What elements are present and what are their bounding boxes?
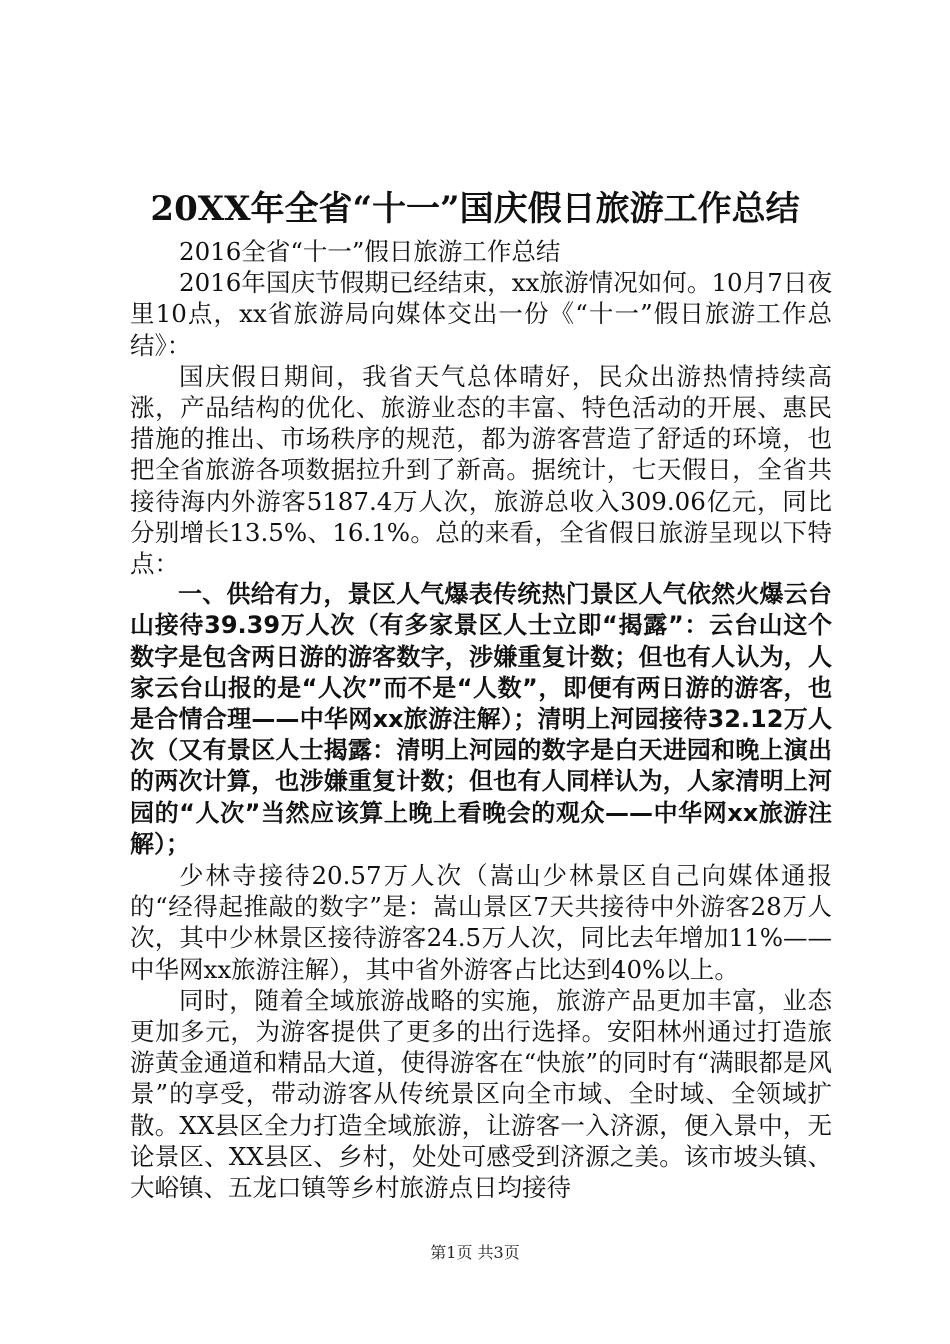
body-paragraph: 同时，随着全域旅游战略的实施，旅游产品更加丰富，业态更加多元，为游客提供了更多的出行选择。安阳林州通过打造旅游黄金通道和精品大道，使得游客在“快旅”的同时有“满眼都是风景”的享受，带动游客从传统景区向全市域、全时域、全领域扩散。XX县区全力打造全域旅游，让游客一入济源，便入景中，无论景区、XX县区、乡村，处处可感受到济源之美。该市坡头镇、大峪镇、五龙口镇等乡村旅游点日均接待 — [130, 985, 832, 1203]
body-paragraph: 2016全省“十一”假日旅游工作总结 — [179, 237, 561, 266]
body-paragraph: 国庆假日期间，我省天气总体晴好，民众出游热情持续高涨，产品结构的优化、旅游业态的丰富、特色活动的开展、惠民措施的推出、市场秩序的规范，都为游客营造了舒适的环境，也把全省旅游各项数据拉升到了新高。据统计，七天假日，全省共接待海内外游客5187.4万人次，旅游总收入309.06亿元，同比分别增长13.5%、16.1%。总的来看，全省假日旅游呈现以下特点： — [130, 361, 832, 579]
body-paragraph-bold: 一、供给有力，景区人气爆表传统热门景区人气依然火爆云台山接待39.39万人次（有多家景区人士立即“揭露”：云台山这个数字是包含两日游的游客数字，涉嫌重复计数；但也有人认为，人家云台山报的是“人次”而不是“人数”，即便有两日游的游客，也是合情合理——中华网xx旅游注解）；清明上河园接待32.12万人次（又有景区人士揭露：清明上河园的数字是白天进园和晚上演出的两次计算，也涉嫌重复计数；但也有人同样认为，人家清明上河园的“人次”当然应该算上晚上看晚会的观众——中华网xx旅游注解）； — [130, 580, 832, 858]
document-body — [130, 236, 832, 1203]
body-paragraph: 2016年国庆节假期已经结束，xx旅游情况如何。10月7日夜里10点，xx省旅游局向媒体交出一份《“十一”假日旅游工作总结》： — [130, 268, 832, 360]
body-paragraph: 少林寺接待20.57万人次（嵩山少林景区自己向媒体通报的“经得起推敲的数字”是：嵩山景区7天共接待中外游客28万人次，其中少林景区接待游客24.5万人次，同比去年增加11%——中华网xx旅游注解），其中省外游客占比达到40%以上。 — [130, 861, 832, 984]
page-footer: 第1页 共3页 — [430, 1243, 520, 1262]
document-title: 20XX年全省“十一”国庆假日旅游工作总结 — [150, 189, 800, 229]
